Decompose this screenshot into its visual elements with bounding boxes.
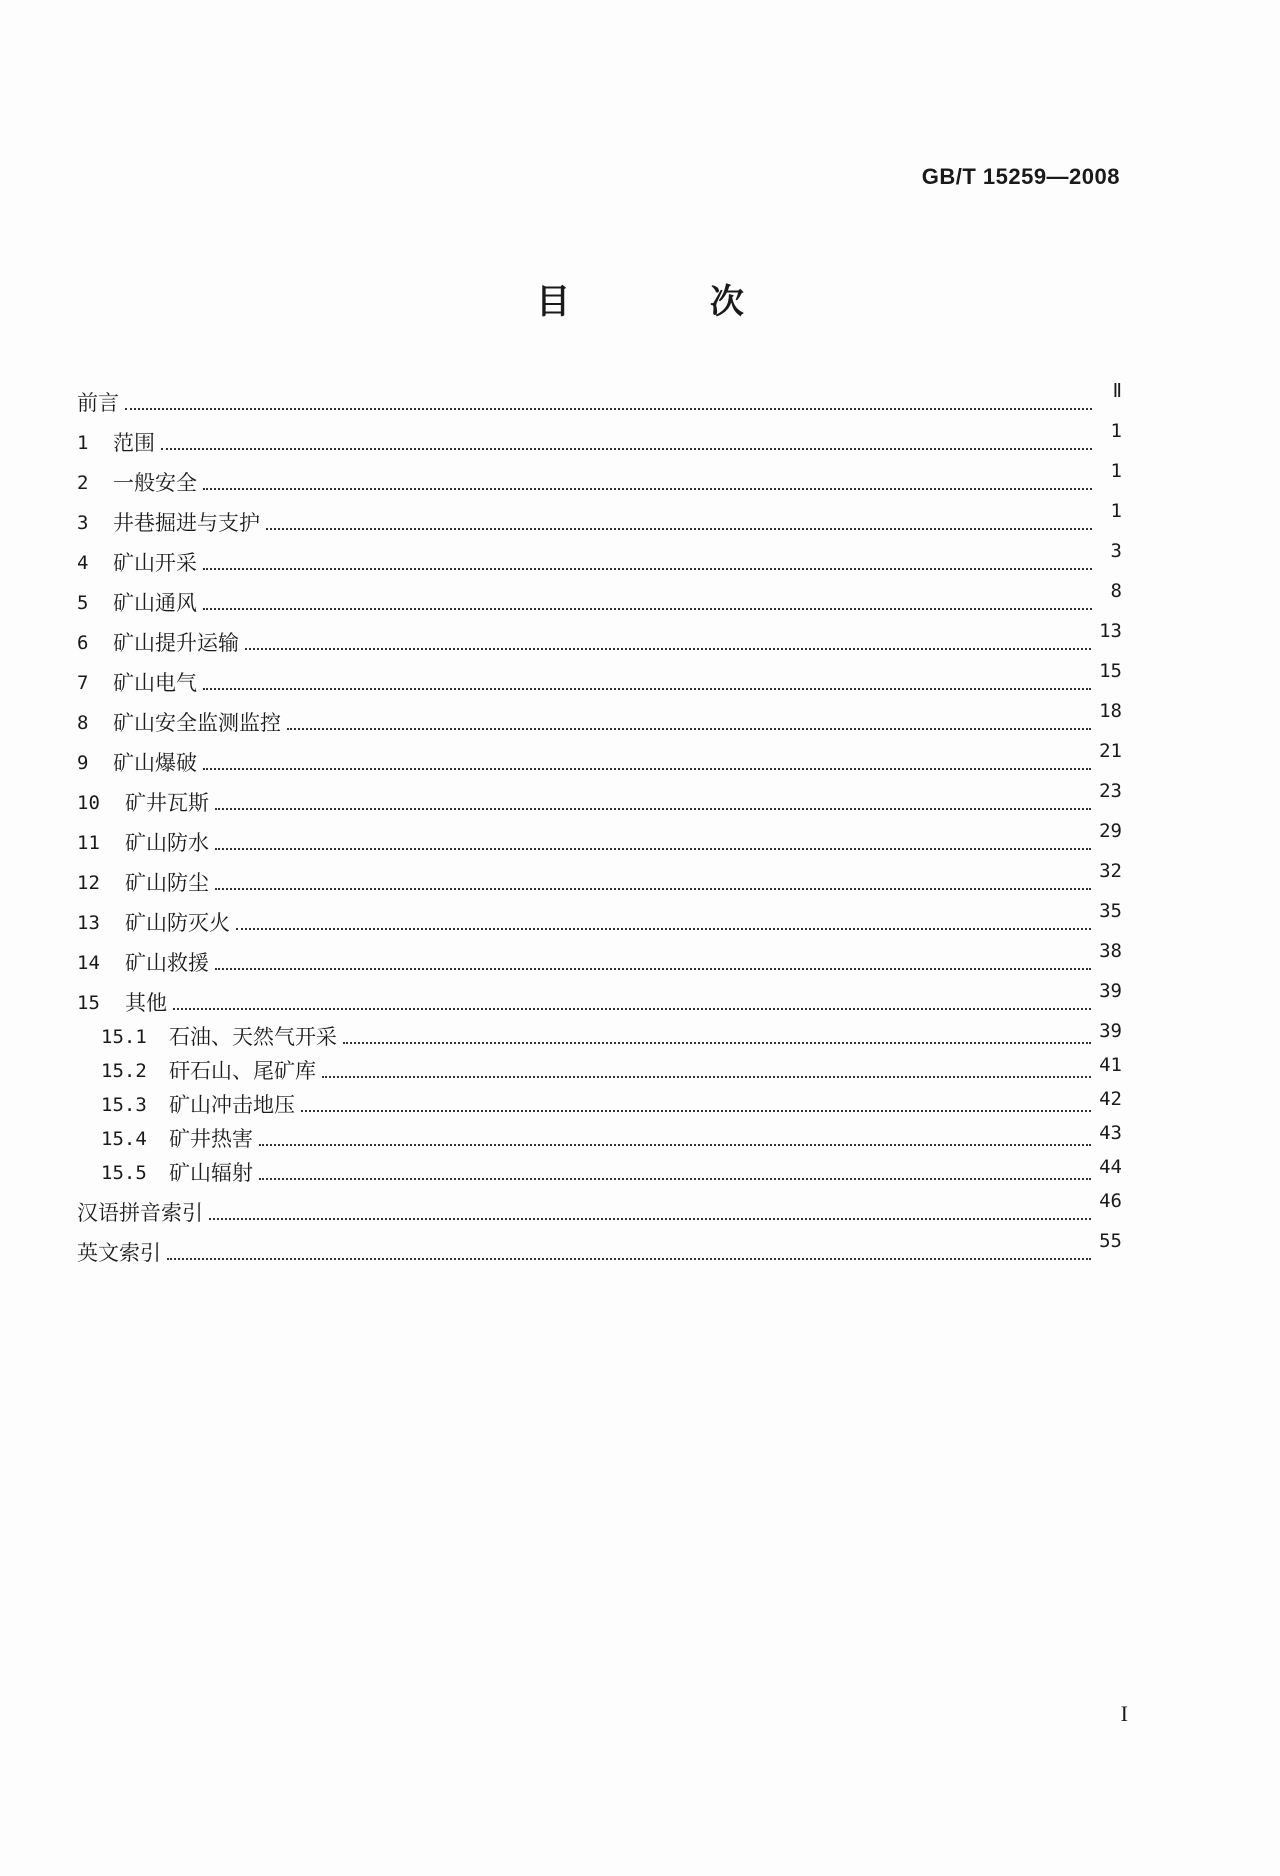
toc-entry-label: 前言 xyxy=(77,391,119,415)
toc-entry-label: 矿山爆破 xyxy=(113,751,197,775)
dot-leader xyxy=(287,728,1091,730)
toc-entry-page: 32 xyxy=(1099,860,1122,882)
dot-leader xyxy=(209,1218,1091,1220)
standard-number: GB/T 15259—2008 xyxy=(921,164,1120,189)
dot-leader xyxy=(161,448,1092,450)
toc-entry-page: 18 xyxy=(1099,700,1122,722)
toc-entry-page: 1 xyxy=(1110,500,1122,522)
toc-entry-label: 矿山救援 xyxy=(125,951,209,975)
toc-entry[interactable] xyxy=(77,1015,1122,1049)
toc-entry-label: 范围 xyxy=(113,431,155,455)
toc-entry-label: 矸石山、尾矿库 xyxy=(169,1059,316,1083)
toc-entry[interactable] xyxy=(77,935,1122,975)
toc-entry[interactable] xyxy=(77,455,1122,495)
toc-entry-label: 矿山电气 xyxy=(113,671,197,695)
toc-entry-number: 14 xyxy=(77,952,100,974)
dot-leader xyxy=(301,1110,1091,1112)
dot-leader xyxy=(203,488,1092,490)
toc-entry-label: 矿山开采 xyxy=(113,551,197,575)
toc-entry-label: 一般安全 xyxy=(113,471,197,495)
toc-entry[interactable] xyxy=(77,1117,1122,1151)
toc-entry-page: 39 xyxy=(1099,980,1122,1002)
dot-leader xyxy=(203,688,1091,690)
toc-entry-label: 井巷掘进与支护 xyxy=(113,511,260,535)
dot-leader xyxy=(343,1042,1091,1044)
toc-entry-page: 3 xyxy=(1110,540,1122,562)
toc-entry[interactable] xyxy=(77,1049,1122,1083)
toc-entry[interactable] xyxy=(77,695,1122,735)
dot-leader xyxy=(259,1178,1091,1180)
toc-entry[interactable] xyxy=(77,1083,1122,1117)
toc-entry-label: 矿山安全监测监控 xyxy=(113,711,281,735)
toc-entry-number: 3 xyxy=(77,512,89,534)
toc-entry-number: 10 xyxy=(77,792,100,814)
toc-entry-label: 矿山辐射 xyxy=(169,1161,253,1185)
toc-entry-page: 35 xyxy=(1099,900,1122,922)
toc-entry-label: 汉语拼音索引 xyxy=(77,1201,203,1225)
toc-entry-page: Ⅱ xyxy=(1112,380,1122,402)
toc-entry-label: 矿山冲击地压 xyxy=(169,1093,295,1117)
toc-entry-page: 41 xyxy=(1099,1054,1122,1076)
toc-entry[interactable] xyxy=(77,1185,1122,1225)
toc-entry-number: 9 xyxy=(77,752,89,774)
toc-entry[interactable] xyxy=(77,495,1122,535)
dot-leader xyxy=(173,1008,1091,1010)
toc-entry-label: 矿井瓦斯 xyxy=(125,791,209,815)
toc-entry[interactable] xyxy=(77,1225,1122,1265)
toc-entry[interactable] xyxy=(77,655,1122,695)
dot-leader xyxy=(266,528,1092,530)
toc-entry-page: 46 xyxy=(1099,1190,1122,1212)
toc-entry-page: 38 xyxy=(1099,940,1122,962)
dot-leader xyxy=(259,1144,1091,1146)
toc-entry-number: 13 xyxy=(77,912,100,934)
dot-leader xyxy=(203,608,1092,610)
toc-entry-label: 英文索引 xyxy=(77,1241,161,1265)
toc-entry-number: 8 xyxy=(77,712,89,734)
toc-entry-label: 其他 xyxy=(125,991,167,1015)
toc-entry-number: 2 xyxy=(77,472,89,494)
toc-entry-number: 7 xyxy=(77,672,89,694)
toc-entry-number: 12 xyxy=(77,872,100,894)
toc-entry-page: 8 xyxy=(1110,580,1122,602)
dot-leader xyxy=(215,888,1091,890)
toc-entry-page: 23 xyxy=(1099,780,1122,802)
toc-entry-number: 15.3 xyxy=(101,1094,147,1116)
toc-entry-label: 石油、天然气开采 xyxy=(169,1025,337,1049)
dot-leader xyxy=(203,768,1091,770)
toc-entry-label: 矿井热害 xyxy=(169,1127,253,1151)
toc-entry[interactable] xyxy=(77,775,1122,815)
toc-entry-number: 6 xyxy=(77,632,89,654)
toc-entry-page: 29 xyxy=(1099,820,1122,842)
page-number: I xyxy=(1120,1701,1128,1726)
dot-leader xyxy=(167,1258,1091,1260)
toc-entry-number: 4 xyxy=(77,552,89,574)
toc-entry[interactable] xyxy=(77,735,1122,775)
toc-entry-label: 矿山防灭火 xyxy=(125,911,230,935)
dot-leader xyxy=(215,968,1091,970)
toc-entry[interactable] xyxy=(77,375,1122,415)
toc-entry[interactable] xyxy=(77,895,1122,935)
toc-entry[interactable] xyxy=(77,975,1122,1015)
dot-leader xyxy=(236,928,1091,930)
toc-entry-number: 1 xyxy=(77,432,89,454)
dot-leader xyxy=(125,408,1092,410)
toc-entry-label: 矿山防水 xyxy=(125,831,209,855)
toc-entry-label: 矿山通风 xyxy=(113,591,197,615)
toc-entry-number: 5 xyxy=(77,592,89,614)
toc-entry-page: 1 xyxy=(1110,460,1122,482)
toc-entry-number: 15.1 xyxy=(101,1026,147,1048)
toc-entry-label: 矿山防尘 xyxy=(125,871,209,895)
toc-entry-page: 21 xyxy=(1099,740,1122,762)
toc-entry-page: 44 xyxy=(1099,1156,1122,1178)
toc-entry[interactable] xyxy=(77,535,1122,575)
toc-entry-page: 1 xyxy=(1110,420,1122,442)
toc-entry-page: 15 xyxy=(1099,660,1122,682)
toc-entry-page: 43 xyxy=(1099,1122,1122,1144)
dot-leader xyxy=(203,568,1092,570)
table-of-contents xyxy=(77,375,1122,1265)
toc-title: 目 次 xyxy=(536,282,808,322)
toc-entry-number: 15.2 xyxy=(101,1060,147,1082)
dot-leader xyxy=(215,848,1091,850)
toc-entry-label: 矿山提升运输 xyxy=(113,631,239,655)
toc-entry[interactable] xyxy=(77,1151,1122,1185)
dot-leader xyxy=(215,808,1091,810)
toc-entry-page: 39 xyxy=(1099,1020,1122,1042)
toc-entry-page: 42 xyxy=(1099,1088,1122,1110)
toc-entry[interactable] xyxy=(77,815,1122,855)
toc-entry-page: 55 xyxy=(1099,1230,1122,1252)
toc-entry[interactable] xyxy=(77,615,1122,655)
dot-leader xyxy=(245,648,1091,650)
toc-entry-number: 15.5 xyxy=(101,1162,147,1184)
toc-entry-number: 11 xyxy=(77,832,100,854)
toc-entry[interactable] xyxy=(77,855,1122,895)
toc-entry[interactable] xyxy=(77,575,1122,615)
toc-entry-number: 15 xyxy=(77,992,100,1014)
toc-entry-number: 15.4 xyxy=(101,1128,147,1150)
toc-entry[interactable] xyxy=(77,415,1122,455)
toc-entry-page: 13 xyxy=(1099,620,1122,642)
dot-leader xyxy=(322,1076,1091,1078)
